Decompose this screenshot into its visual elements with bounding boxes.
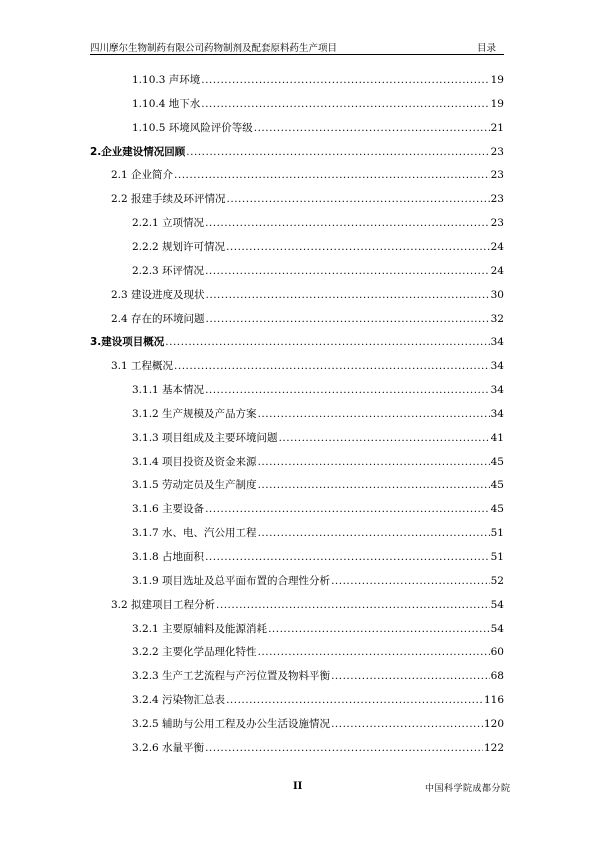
toc-entry[interactable] [132,645,504,659]
toc-leader-dots [331,574,490,588]
toc-entry-label: 3.1.5 劳动定员及生产制度 [132,479,257,492]
toc-entry-label: 3.1.1 基本情况 [132,384,205,397]
toc-leader-dots [205,216,490,230]
toc-entry-page: 21 [490,121,504,134]
toc-leader-dots [258,645,490,659]
toc-entry[interactable] [90,335,504,349]
toc-entry-page: 24 [490,240,504,253]
toc-entry-page: 52 [490,574,504,587]
toc-entry-page: 45 [490,479,504,492]
toc-entry-label: 3.1.6 主要设备 [132,503,205,516]
toc-entry-label: 2.2 报建手续及环评情况 [111,193,226,206]
toc-leader-dots [258,526,490,540]
toc-leader-dots [165,335,489,349]
toc-entry-label: 3.1.2 生产规模及产品方案 [132,407,257,420]
toc-leader-dots [227,192,490,206]
toc-leader-dots [174,168,490,182]
page-header [90,38,504,55]
toc-entry-label: 2.4 存在的环境问题 [111,312,205,325]
toc-entry-page: 30 [490,288,504,301]
toc-entry-page: 32 [490,312,504,325]
toc-entry[interactable] [132,526,504,540]
toc-entry[interactable] [132,550,504,564]
toc-entry-page: 23 [490,169,504,182]
toc-entry-page: 45 [490,503,504,516]
page-number: II [293,781,303,792]
toc-leader-dots [206,312,490,326]
toc-leader-dots [226,240,490,254]
toc-leader-dots [201,97,489,111]
toc-entry-page: 19 [490,74,504,86]
toc-entry-label: 3.2.5 辅助与公用工程及办公生活设施情况 [132,717,331,730]
toc-entry-label: 3.2.4 污染物汇总表 [132,694,226,707]
toc-leader-dots [268,622,490,636]
toc-entry-label: 3.1.9 项目选址及总平面布置的合理性分析 [132,574,331,587]
toc-leader-dots [205,383,490,397]
toc-entry-page: 34 [490,407,504,420]
toc-entry-page: 34 [490,384,504,397]
toc-entry-label: 2.3 建设进度及现状 [111,288,205,301]
toc-entry-page: 41 [490,431,504,444]
toc-entry-label: 1.10.4 地下水 [132,97,201,110]
toc-entry-page: 23 [490,217,504,230]
toc-entry[interactable] [111,192,504,206]
toc-entry[interactable] [111,168,504,182]
toc-entry-label: 3.1.7 水、电、汽公用工程 [132,527,257,540]
toc-entry-page: 68 [490,670,504,683]
toc-entry-label: 1.10.3 声环境 [132,74,201,86]
toc-entry-label: 3.1.8 占地面积 [132,551,205,563]
toc-entry[interactable] [132,97,504,111]
toc-leader-dots [331,717,483,731]
toc-leader-dots [205,502,490,516]
organization-name: 中国科学院成都分院 [425,784,511,794]
toc-entry[interactable] [132,502,504,516]
toc-entry-page: 60 [490,646,504,659]
toc-entry-page: 23 [490,145,504,158]
toc-entry[interactable] [132,574,504,588]
toc-entry-page: 51 [490,551,504,563]
toc-entry-label: 3.1 工程概况 [111,360,174,373]
toc-entry-label: 2.企业建设情况回顾 [90,145,186,158]
toc-leader-dots [254,121,490,135]
toc-entry-label: 3.2.6 水量平衡 [132,741,205,754]
toc-leader-dots [216,598,490,612]
toc-entry[interactable] [132,478,504,492]
toc-entry[interactable] [132,73,504,87]
toc-leader-dots [206,288,490,302]
toc-entry-page: 116 [483,694,504,707]
toc-entry-label: 2.2.3 环评情况 [132,264,205,277]
toc-entry-page: 24 [490,264,504,277]
toc-entry[interactable] [132,717,504,731]
toc-entry-page: 54 [490,622,504,635]
toc-leader-dots [258,478,490,492]
toc-entry[interactable] [132,431,504,445]
toc-entry-page: 23 [490,193,504,206]
toc-entry-label: 3.2 拟建项目工程分析 [111,598,216,611]
toc-leader-dots [205,741,483,755]
toc-entry-page: 19 [490,97,504,110]
toc-entry[interactable] [132,455,504,469]
toc-entry[interactable] [132,121,504,135]
toc-entry-page: 122 [483,741,504,754]
toc-leader-dots [205,264,490,278]
toc-leader-dots [226,693,483,707]
document-title: 四川摩尔生物制药有限公司药物制剂及配套原料药生产项目 [90,43,338,54]
toc-leader-dots [201,73,489,87]
toc-entry-label: 3.建设项目概况 [90,336,165,349]
toc-entry-label: 2.2.1 立项情况 [132,217,205,230]
toc-entry-page: 51 [490,527,504,540]
toc-leader-dots [279,431,490,445]
toc-leader-dots [186,145,489,159]
toc-leader-dots [174,359,490,373]
toc-entry-label: 3.2.1 主要原辅料及能源消耗 [132,622,268,635]
toc-entry[interactable] [132,407,504,421]
toc-entry[interactable] [132,264,504,278]
toc-entry-page: 45 [490,455,504,468]
toc-entry[interactable] [132,216,504,230]
toc-entry-label: 1.10.5 环境风险评价等级 [132,121,253,134]
toc-entry-page: 34 [490,336,504,349]
toc-entry[interactable] [111,288,504,302]
toc-entry-label: 3.1.3 项目组成及主要环境问题 [132,431,278,444]
toc-entry-label: 2.1 企业简介 [111,169,174,182]
toc-leader-dots [258,455,490,469]
toc-entry[interactable] [132,741,504,755]
toc-entry[interactable] [90,145,504,159]
toc-entry[interactable] [111,359,504,373]
toc-leader-dots [205,550,490,564]
toc-entry-label: 3.2.3 生产工艺流程与产污位置及物料平衡 [132,670,331,683]
toc-entry-page: 120 [483,717,504,730]
toc-leader-dots [258,407,490,421]
toc-entry[interactable] [111,312,504,326]
toc-entry-label: 3.1.4 项目投资及资金来源 [132,455,257,468]
toc-leader-dots [331,669,490,683]
section-label: 目录 [476,43,496,54]
toc-entry-page: 54 [490,598,504,611]
toc-entry[interactable] [111,598,504,612]
toc-entry-label: 2.2.2 规划许可情况 [132,240,226,253]
toc-entry-label: 3.2.2 主要化学品理化特性 [132,646,257,659]
toc-entry-page: 34 [490,360,504,373]
toc-entry[interactable] [132,383,504,397]
toc-entry[interactable] [132,240,504,254]
toc-entry[interactable] [132,693,504,707]
toc-entry[interactable] [132,669,504,683]
toc-entry[interactable] [132,622,504,636]
